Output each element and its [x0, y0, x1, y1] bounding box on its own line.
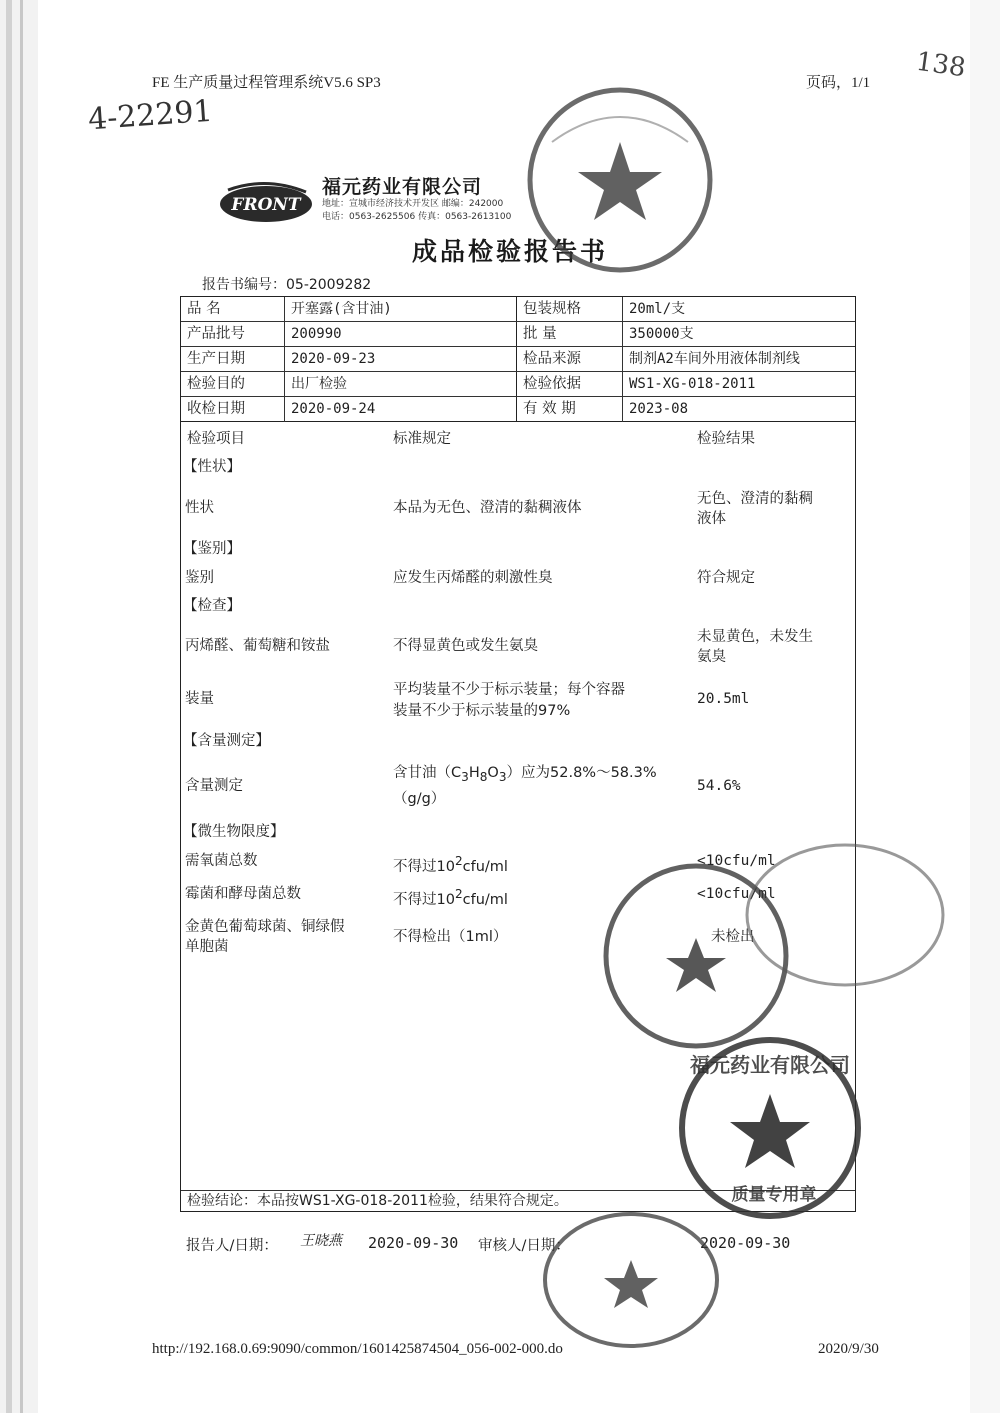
- info-label: 产品批号: [181, 322, 285, 346]
- test-result: <10cfu/ml: [697, 886, 776, 902]
- limit-sup: 2: [454, 887, 463, 901]
- column-header-standard: 标准规定: [393, 431, 451, 447]
- company-phone: 电话：0563-2625506 传真：0563-2613100: [322, 212, 512, 222]
- reporter-label: 报告人/日期：: [186, 1238, 278, 1254]
- column-header-result: 检验结果: [697, 431, 755, 447]
- info-value: 开塞露(含甘油): [285, 297, 517, 321]
- info-value: 2023-08: [629, 401, 689, 417]
- reviewer-label: 审核人/日期：: [478, 1238, 570, 1254]
- formula-text: 含甘油（C: [393, 765, 462, 781]
- info-row: [181, 397, 855, 422]
- formula-sub: 3: [461, 769, 469, 784]
- formula-text: H: [468, 765, 480, 781]
- seal-bottom: [540, 1210, 722, 1350]
- test-item: 单胞菌: [185, 939, 229, 955]
- formula-text: ）应为52.8%～58.3%: [506, 765, 657, 781]
- test-item: 霉菌和酵母菌总数: [185, 886, 301, 902]
- info-value: 2020-09-23: [285, 347, 517, 371]
- info-label: 收检日期: [181, 397, 285, 422]
- info-label: 有 效 期: [517, 397, 623, 422]
- handwritten-number: 138: [914, 46, 968, 84]
- report-date: 2020-09-30: [368, 1234, 459, 1252]
- info-label: 包装规格: [517, 297, 623, 321]
- test-result: 54.6%: [697, 778, 741, 794]
- company-name: 福元药业有限公司: [322, 176, 483, 198]
- section-inspection: 【检查】: [183, 598, 241, 614]
- test-standard: 应发生丙烯醛的刺激性臭: [393, 570, 553, 586]
- test-item: 装量: [185, 691, 214, 707]
- limit-text: 不得过10: [393, 858, 455, 875]
- test-result: 未显黄色，未发生: [697, 629, 813, 645]
- system-title: FE 生产质量过程管理系统V5.6 SP3: [152, 75, 381, 91]
- info-table: [180, 296, 856, 422]
- seal-main: [674, 1032, 866, 1224]
- test-result: <10cfu/ml: [697, 853, 776, 869]
- info-label: 批 量: [517, 322, 623, 346]
- info-label: 检品来源: [517, 347, 623, 371]
- info-row: [181, 372, 855, 397]
- info-label: 生产日期: [181, 347, 285, 371]
- limit-text: cfu/ml: [462, 891, 508, 908]
- conclusion-text: 检验结论：本品按WS1-XG-018-2011检验，结果符合规定。: [187, 1193, 568, 1209]
- report-number: 报告书编号：05-2009282: [202, 277, 372, 293]
- info-value: 出厂检验: [285, 372, 517, 396]
- limit-text: cfu/ml: [462, 858, 508, 875]
- seal-top: [522, 82, 718, 278]
- info-row: [181, 347, 855, 372]
- test-result: 液体: [697, 511, 726, 527]
- formula-sub: 8: [479, 769, 488, 784]
- formula-text: O: [487, 765, 499, 781]
- report-title: 成品检验报告书: [412, 237, 609, 266]
- test-result: 未检出: [711, 929, 755, 945]
- formula-sub: 3: [498, 769, 507, 784]
- reporter-signature: 王晓燕: [300, 1233, 342, 1249]
- company-logo: [218, 180, 314, 224]
- test-standard: 本品为无色、澄清的黏稠液体: [393, 500, 582, 516]
- info-value: 200990: [285, 322, 517, 346]
- info-row: [181, 297, 855, 322]
- test-standard: [393, 885, 508, 909]
- test-item: 含量测定: [185, 778, 243, 794]
- test-item: 金黄色葡萄球菌、铜绿假: [185, 919, 345, 935]
- section-appearance: 【性状】: [183, 459, 241, 475]
- test-item: 鉴别: [185, 570, 214, 586]
- info-value: 350000支: [629, 326, 694, 342]
- test-standard: 不得显黄色或发生氨臭: [393, 638, 538, 654]
- test-standard: [393, 764, 657, 786]
- seal-main-text: 福元药业有限公司: [690, 1053, 850, 1077]
- test-item: 丙烯醛、葡萄糖和铵盐: [185, 638, 330, 654]
- test-item: 需氧菌总数: [185, 853, 258, 869]
- info-row: [181, 322, 855, 347]
- info-value: 2020-09-24: [285, 397, 517, 422]
- info-value: WS1-XG-018-2011: [629, 376, 756, 392]
- info-label: 检验依据: [517, 372, 623, 396]
- page-number: 页码，1/1: [806, 75, 871, 91]
- logo-text: FRONT: [231, 195, 301, 215]
- test-standard: 装量不少于标示装量的97%: [393, 703, 571, 719]
- info-label: 检验目的: [181, 372, 285, 396]
- seal-right: [742, 840, 948, 990]
- section-content: 【含量测定】: [183, 733, 270, 749]
- handwritten-code: 4-22291: [86, 93, 214, 138]
- info-value: 20ml/支: [629, 301, 686, 317]
- review-date: 2020-09-30: [700, 1234, 791, 1252]
- section-identification: 【鉴别】: [183, 541, 241, 557]
- test-item: 性状: [185, 500, 214, 516]
- section-microbial: 【微生物限度】: [183, 824, 285, 840]
- company-address: 地址：宣城市经济技术开发区 邮编：242000: [322, 199, 504, 209]
- seal-main-sub: 质量专用章: [731, 1185, 817, 1205]
- test-result: 无色、澄清的黏稠: [697, 491, 813, 507]
- test-result: 符合规定: [697, 570, 755, 586]
- print-date: 2020/9/30: [818, 1341, 879, 1357]
- test-standard: [393, 852, 508, 876]
- test-result: 20.5ml: [697, 691, 750, 707]
- limit-sup: 2: [454, 854, 463, 868]
- test-standard: 不得检出（1ml）: [393, 929, 508, 945]
- info-value: 制剂A2车间外用液体制剂线: [629, 351, 800, 367]
- column-header-item: 检验项目: [187, 431, 245, 447]
- info-label: 品 名: [181, 297, 285, 321]
- test-standard: （g/g）: [393, 791, 446, 807]
- page-url: http://192.168.0.69:9090/common/1601425874504_056-002-000.do: [152, 1341, 563, 1357]
- limit-text: 不得过10: [393, 891, 455, 908]
- test-result: 氨臭: [697, 649, 726, 665]
- test-standard: 平均装量不少于标示装量；每个容器: [393, 682, 625, 698]
